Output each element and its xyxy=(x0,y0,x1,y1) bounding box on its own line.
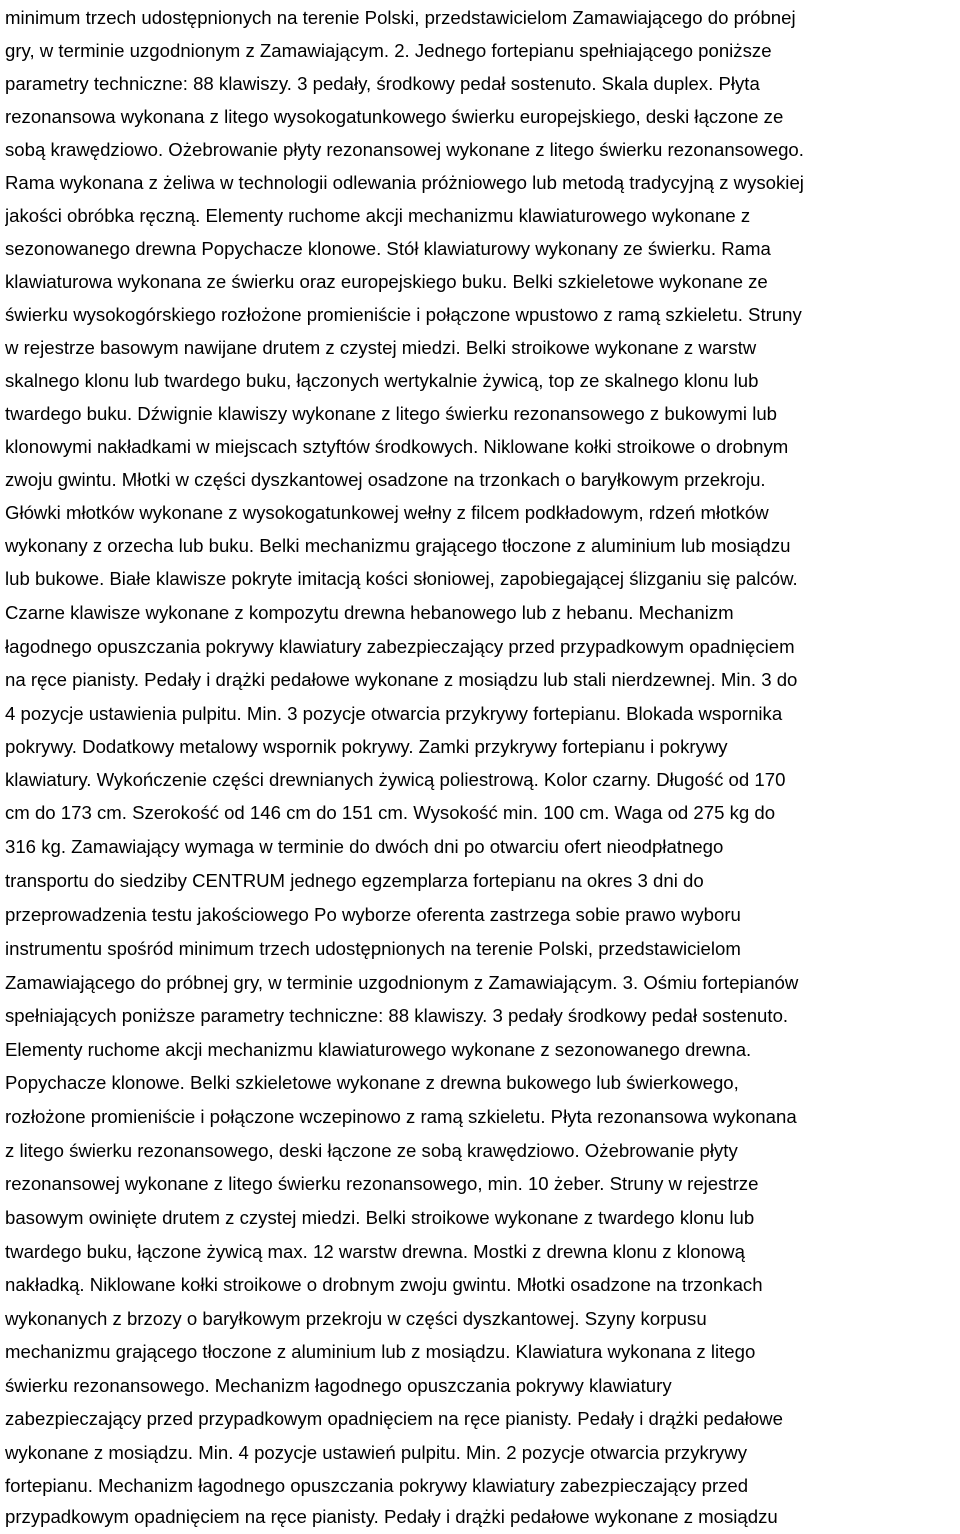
text-line: mechanizmu grającego tłoczone z aluminium lub z mosiądzu. Klawiatura wykonana z litego xyxy=(5,1341,756,1362)
text-line: transportu do siedziby CENTRUM jednego egzemplarza fortepianu na okres 3 dni do xyxy=(5,870,704,891)
text-line: w rejestrze basowym nawijane drutem z czystej miedzi. Belki stroikowe wykonane z warstw xyxy=(5,337,757,358)
text-line: 316 kg. Zamawiający wymaga w terminie do dwóch dni po otwarciu ofert nieodpłatnego xyxy=(5,836,724,857)
text-line: klonowymi nakładkami w miejscach sztyftów środkowych. Niklowane kołki stroikowe o drobnym xyxy=(5,436,789,457)
text-line: świerku wysokogórskiego rozłożone promieniście i połączone wpustowo z ramą szkieletu. Struny xyxy=(5,304,802,325)
text-line: rozłożone promieniście i połączone wczepinowo z ramą szkieletu. Płyta rezonansowa wykonana xyxy=(5,1106,797,1127)
text-line: rezonansowa wykonana z litego wysokogatunkowego świerku europejskiego, deski łączone ze xyxy=(5,106,784,127)
text-line: minimum trzech udostępnionych na terenie Polski, przedstawicielom Zamawiającego do próbnej xyxy=(5,7,796,28)
text-line: wykonane z mosiądzu. Min. 4 pozycje ustawień pulpitu. Min. 2 pozycje otwarcia przykrywy xyxy=(5,1442,747,1463)
text-line: wykonanych z brzozy o baryłkowym przekroju w części dyszkantowej. Szyny korpusu xyxy=(5,1308,707,1329)
text-line: Rama wykonana z żeliwa w technologii odlewania próżniowego lub metodą tradycyjną z wysokiej xyxy=(5,172,804,193)
text-line: lub bukowe. Białe klawisze pokryte imitacją kości słoniowej, zapobiegającej ślizganiu się palców. xyxy=(5,568,798,589)
text-line: zabezpieczający przed przypadkowym opadnięciem na ręce pianisty. Pedały i drążki pedałowe xyxy=(5,1408,783,1429)
text-line: Główki młotków wykonane z wysokogatunkowej wełny z filcem podkładowym, rdzeń młotków xyxy=(5,502,769,523)
text-line: przeprowadzenia testu jakościowego Po wyborze oferenta zastrzega sobie prawo wyboru xyxy=(5,904,741,925)
text-line: cm do 173 cm. Szerokość od 146 cm do 151 cm. Wysokość min. 100 cm. Waga od 275 kg do xyxy=(5,802,776,823)
text-line: świerku rezonansowego. Mechanizm łagodnego opuszczania pokrywy klawiatury xyxy=(5,1375,672,1396)
text-line: z litego świerku rezonansowego, deski łączone ze sobą krawędziowo. Ożebrowanie płyty xyxy=(5,1140,738,1161)
text-line: na ręce pianisty. Pedały i drążki pedałowe wykonane z mosiądzu lub stali nierdzewnej. Min. 3 do xyxy=(5,669,798,690)
text-line: łagodnego opuszczania pokrywy klawiatury zabezpieczający przed przypadkowym opadnięciem xyxy=(5,636,795,657)
text-line: skalnego klonu lub twardego buku, łączonych wertykalnie żywicą, top ze skalnego klonu lub xyxy=(5,370,759,391)
text-line: rezonansowej wykonane z litego świerku rezonansowego, min. 10 żeber. Struny w rejestrze xyxy=(5,1173,759,1194)
text-line: Popychacze klonowe. Belki szkieletowe wykonane z drewna bukowego lub świerkowego, xyxy=(5,1072,739,1093)
text-line: klawiaturowa wykonana ze świerku oraz europejskiego buku. Belki szkieletowe wykonane ze xyxy=(5,271,768,292)
text-line: Elementy ruchome akcji mechanizmu klawiaturowego wykonane z sezonowanego drewna. xyxy=(5,1039,752,1060)
text-line: sezonowanego drewna Popychacze klonowe. Stół klawiaturowy wykonany ze świerku. Rama xyxy=(5,238,771,259)
text-line: fortepianu. Mechanizm łagodnego opuszczania pokrywy klawiatury zabezpieczający przed xyxy=(5,1475,749,1496)
text-line: wykonany z orzecha lub buku. Belki mechanizmu grającego tłoczone z aluminium lub mosiądzu xyxy=(5,535,791,556)
text-line: klawiatury. Wykończenie części drewnianych żywicą poliestrową. Kolor czarny. Długość od 170 xyxy=(5,769,786,790)
text-line: zwoju gwintu. Młotki w części dyszkantowej osadzone na trzonkach o baryłkowym przekroju. xyxy=(5,469,766,490)
text-line: basowym owinięte drutem z czystej miedzi. Belki stroikowe wykonane z twardego klonu lub xyxy=(5,1207,755,1228)
text-line: jakości obróbka ręczną. Elementy ruchome akcji mechanizmu klawiaturowego wykonane z xyxy=(5,205,751,226)
text-line: twardego buku, łączone żywicą max. 12 warstw drewna. Mostki z drewna klonu z klonową xyxy=(5,1241,745,1262)
text-line: gry, w terminie uzgodnionym z Zamawiającym. 2. Jednego fortepianu spełniającego poniższe xyxy=(5,40,772,61)
text-line: Zamawiającego do próbnej gry, w terminie uzgodnionym z Zamawiającym. 3. Ośmiu fortepianów xyxy=(5,972,799,993)
text-line: przypadkowym opadnięciem na ręce pianisty. Pedały i drążki pedałowe wykonane z mosiądzu xyxy=(5,1506,778,1527)
text-line: parametry techniczne: 88 klawiszy. 3 pedały, środkowy pedał sostenuto. Skala duplex. Płyta xyxy=(5,73,760,94)
text-line: pokrywy. Dodatkowy metalowy wspornik pokrywy. Zamki przykrywy fortepianu i pokrywy xyxy=(5,736,728,757)
text-line: nakładką. Niklowane kołki stroikowe o drobnym zwoju gwintu. Młotki osadzone na trzonkach xyxy=(5,1274,763,1295)
text-line: Czarne klawisze wykonane z kompozytu drewna hebanowego lub z hebanu. Mechanizm xyxy=(5,602,734,623)
text-line: twardego buku. Dźwignie klawiszy wykonane z litego świerku rezonansowego z bukowymi lub xyxy=(5,403,778,424)
text-line: sobą krawędziowo. Ożebrowanie płyty rezonansowej wykonane z litego świerku rezonansowego. xyxy=(5,139,804,160)
text-line: spełniających poniższe parametry techniczne: 88 klawiszy. 3 pedały środkowy pedał sostenuto. xyxy=(5,1005,789,1026)
text-line: 4 pozycje ustawienia pulpitu. Min. 3 pozycje otwarcia przykrywy fortepianu. Blokada wspornika xyxy=(5,703,783,724)
text-line: instrumentu spośród minimum trzech udostępnionych na terenie Polski, przedstawicielom xyxy=(5,938,741,959)
document-page xyxy=(5,0,960,1534)
